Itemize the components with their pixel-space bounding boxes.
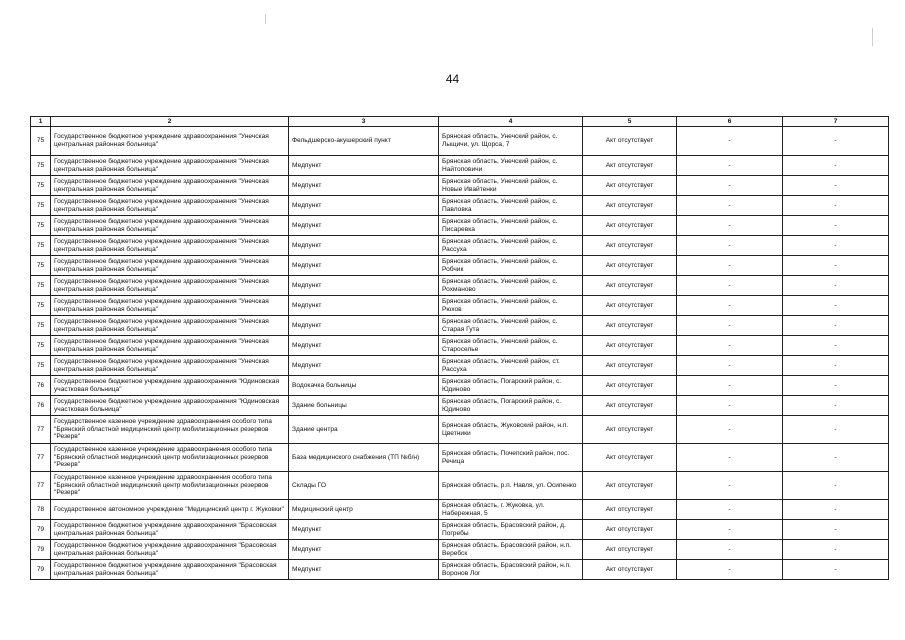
organization-name: Государственное казенное учреждение здравоохранения особого типа "Брянский областной медицинский центр мобилизационных резервов "Резерв": [51, 416, 289, 444]
column-7-value: -: [783, 216, 889, 236]
column-6-value: -: [677, 316, 783, 336]
row-number: 77: [31, 416, 51, 444]
organization-name: Государственное бюджетное учреждение здравоохранения "Брасовская центральная районная больница": [51, 560, 289, 580]
column-7-value: -: [783, 176, 889, 196]
table-row: [31, 276, 889, 296]
row-number: 75: [31, 276, 51, 296]
column-6-value: -: [677, 296, 783, 316]
column-7-value: -: [783, 296, 889, 316]
table-row: [31, 256, 889, 276]
object-name: Склады ГО: [289, 472, 439, 500]
table-row: [31, 560, 889, 580]
column-7-value: -: [783, 520, 889, 540]
organization-name: Государственное бюджетное учреждение здравоохранения "Брасовская центральная районная больница": [51, 520, 289, 540]
column-7-value: -: [783, 356, 889, 376]
table-row: [31, 356, 889, 376]
organization-name: Государственное бюджетное учреждение здравоохранения "Унечская центральная районная больница": [51, 356, 289, 376]
object-name: Медпункт: [289, 520, 439, 540]
table-row: [31, 236, 889, 256]
column-6-value: -: [677, 356, 783, 376]
column-6-value: -: [677, 540, 783, 560]
act-status: Акт отсутствует: [583, 196, 677, 216]
act-status: Акт отсутствует: [583, 127, 677, 156]
page-number: 44: [445, 72, 460, 86]
column-header: 5: [583, 117, 677, 127]
column-7-value: -: [783, 540, 889, 560]
object-address: Брянская область, Брасовский район, н.п. Воронов Лог: [439, 560, 583, 580]
column-header: 4: [439, 117, 583, 127]
column-header: 3: [289, 117, 439, 127]
act-status: Акт отсутствует: [583, 356, 677, 376]
object-name: Водокачка больницы: [289, 376, 439, 396]
act-status: Акт отсутствует: [583, 236, 677, 256]
organization-name: Государственное автономное учреждение "Медицинский центр г. Жуковки": [51, 500, 289, 520]
row-number: 76: [31, 376, 51, 396]
object-address: Брянская область, Унечский район, с. Найтоповичи: [439, 156, 583, 176]
column-7-value: -: [783, 156, 889, 176]
organization-name: Государственное казенное учреждение здравоохранения особого типа "Брянский областной медицинский центр мобилизационных резервов "Резерв": [51, 444, 289, 472]
object-name: Медпункт: [289, 236, 439, 256]
column-7-value: -: [783, 316, 889, 336]
column-7-value: -: [783, 500, 889, 520]
row-number: 75: [31, 236, 51, 256]
object-name: Медицинский центр: [289, 500, 439, 520]
scan-artifact: [872, 28, 873, 46]
object-address: Брянская область, Унечский район, с. Писаревка: [439, 216, 583, 236]
table-row: [31, 444, 889, 472]
table-row: [31, 196, 889, 216]
act-status: Акт отсутствует: [583, 472, 677, 500]
column-7-value: -: [783, 127, 889, 156]
table-row: [31, 540, 889, 560]
act-status: Акт отсутствует: [583, 276, 677, 296]
table-row: [31, 336, 889, 356]
table-row: [31, 520, 889, 540]
object-address: Брянская область, Унечский район, с. Робчик: [439, 256, 583, 276]
row-number: 79: [31, 520, 51, 540]
object-address: Брянская область, Брасовский район, н.п. Веребск: [439, 540, 583, 560]
object-address: Брянская область, Унечский район, с. Рюхов: [439, 296, 583, 316]
column-6-value: -: [677, 156, 783, 176]
act-status: Акт отсутствует: [583, 396, 677, 416]
object-address: Брянская область, Унечский район, с. Лыщичи, ул. Щорса, 7: [439, 127, 583, 156]
object-name: Медпункт: [289, 216, 439, 236]
row-number: 78: [31, 500, 51, 520]
organization-name: Государственное бюджетное учреждение здравоохранения "Унечская центральная районная больница": [51, 316, 289, 336]
column-6-value: -: [677, 520, 783, 540]
object-name: Фельдшерско-акушерский пункт: [289, 127, 439, 156]
act-status: Акт отсутствует: [583, 216, 677, 236]
column-7-value: -: [783, 196, 889, 216]
column-6-value: -: [677, 336, 783, 356]
organization-name: Государственное бюджетное учреждение здравоохранения "Унечская центральная районная больница": [51, 127, 289, 156]
object-name: Здание больницы: [289, 396, 439, 416]
act-status: Акт отсутствует: [583, 156, 677, 176]
column-6-value: -: [677, 444, 783, 472]
column-6-value: -: [677, 396, 783, 416]
object-address: Брянская область, Унечский район, с. Рохманово: [439, 276, 583, 296]
column-6-value: -: [677, 176, 783, 196]
row-number: 75: [31, 316, 51, 336]
act-status: Акт отсутствует: [583, 376, 677, 396]
column-7-value: -: [783, 336, 889, 356]
organization-name: Государственное бюджетное учреждение здравоохранения "Унечская центральная районная больница": [51, 236, 289, 256]
object-name: Медпункт: [289, 316, 439, 336]
column-7-value: -: [783, 376, 889, 396]
row-number: 77: [31, 444, 51, 472]
row-number: 76: [31, 396, 51, 416]
row-number: 79: [31, 560, 51, 580]
column-7-value: -: [783, 396, 889, 416]
object-name: База медицинского снабжения (ТП №б/н): [289, 444, 439, 472]
table-row: [31, 176, 889, 196]
column-7-value: -: [783, 256, 889, 276]
scan-artifact: [265, 14, 266, 24]
table-row: [31, 472, 889, 500]
organization-name: Государственное бюджетное учреждение здравоохранения "Брасовская центральная районная больница": [51, 540, 289, 560]
row-number: 75: [31, 256, 51, 276]
act-status: Акт отсутствует: [583, 176, 677, 196]
column-7-value: -: [783, 472, 889, 500]
act-status: Акт отсутствует: [583, 296, 677, 316]
row-number: 77: [31, 472, 51, 500]
object-name: Медпункт: [289, 176, 439, 196]
table-row: [31, 396, 889, 416]
column-7-value: -: [783, 236, 889, 256]
organization-name: Государственное бюджетное учреждение здравоохранения "Унечская центральная районная больница": [51, 216, 289, 236]
table-row: [31, 216, 889, 236]
object-address: Брянская область, Погарский район, с. Юдиново: [439, 376, 583, 396]
row-number: 75: [31, 196, 51, 216]
organization-name: Государственное казенное учреждение здравоохранения особого типа "Брянский областной медицинский центр мобилизационных резервов "Резерв": [51, 472, 289, 500]
column-7-value: -: [783, 444, 889, 472]
object-name: Медпункт: [289, 560, 439, 580]
row-number: 75: [31, 176, 51, 196]
row-number: 75: [31, 127, 51, 156]
column-header: 1: [31, 117, 51, 127]
register-table: [30, 116, 889, 580]
table-body: [31, 127, 889, 580]
table-row: [31, 156, 889, 176]
act-status: Акт отсутствует: [583, 500, 677, 520]
organization-name: Государственное бюджетное учреждение здравоохранения "Унечская центральная районная больница": [51, 336, 289, 356]
column-6-value: -: [677, 196, 783, 216]
object-address: Брянская область, Почепский район, пос. Речица: [439, 444, 583, 472]
table-row: [31, 296, 889, 316]
organization-name: Государственное бюджетное учреждение здравоохранения "Унечская центральная районная больница": [51, 176, 289, 196]
table-row: [31, 500, 889, 520]
column-6-value: -: [677, 500, 783, 520]
object-address: Брянская область, г. Жуковка, ул. Набережная, 5: [439, 500, 583, 520]
object-address: Брянская область, Унечский район, с. Старая Гута: [439, 316, 583, 336]
act-status: Акт отсутствует: [583, 336, 677, 356]
object-address: Брянская область, Брасовский район, д. Погребы: [439, 520, 583, 540]
object-name: Медпункт: [289, 276, 439, 296]
column-7-value: -: [783, 416, 889, 444]
organization-name: Государственное бюджетное учреждение здравоохранения "Унечская центральная районная больница": [51, 276, 289, 296]
act-status: Акт отсутствует: [583, 540, 677, 560]
column-6-value: -: [677, 560, 783, 580]
object-name: Медпункт: [289, 336, 439, 356]
act-status: Акт отсутствует: [583, 560, 677, 580]
act-status: Акт отсутствует: [583, 256, 677, 276]
column-6-value: -: [677, 276, 783, 296]
object-name: Медпункт: [289, 256, 439, 276]
row-number: 75: [31, 156, 51, 176]
column-6-value: -: [677, 376, 783, 396]
column-7-value: -: [783, 276, 889, 296]
column-6-value: -: [677, 472, 783, 500]
header-row: [31, 117, 889, 127]
act-status: Акт отсутствует: [583, 444, 677, 472]
object-address: Брянская область, Унечский район, ст. Рассуха: [439, 356, 583, 376]
object-name: Здание центра: [289, 416, 439, 444]
object-name: Медпункт: [289, 196, 439, 216]
row-number: 75: [31, 296, 51, 316]
organization-name: Государственное бюджетное учреждение здравоохранения "Юдиновская участковая больница": [51, 376, 289, 396]
object-address: Брянская область, р.п. Навля, ул. Осипенко: [439, 472, 583, 500]
organization-name: Государственное бюджетное учреждение здравоохранения "Унечская центральная районная больница": [51, 256, 289, 276]
column-6-value: -: [677, 127, 783, 156]
act-status: Акт отсутствует: [583, 520, 677, 540]
object-address: Брянская область, Унечский район, с. Рассуха: [439, 236, 583, 256]
organization-name: Государственное бюджетное учреждение здравоохранения "Унечская центральная районная больница": [51, 196, 289, 216]
column-6-value: -: [677, 256, 783, 276]
table-row: [31, 127, 889, 156]
column-6-value: -: [677, 236, 783, 256]
object-address: Брянская область, Унечский район, с. Старосельe: [439, 336, 583, 356]
object-name: Медпункт: [289, 156, 439, 176]
row-number: 79: [31, 540, 51, 560]
organization-name: Государственное бюджетное учреждение здравоохранения "Юдиновская участковая больница": [51, 396, 289, 416]
organization-name: Государственное бюджетное учреждение здравоохранения "Унечская центральная районная больница": [51, 296, 289, 316]
column-7-value: -: [783, 560, 889, 580]
row-number: 75: [31, 216, 51, 236]
object-name: Медпункт: [289, 296, 439, 316]
column-6-value: -: [677, 416, 783, 444]
column-header: 6: [677, 117, 783, 127]
object-address: Брянская область, Унечский район, с. Павловка: [439, 196, 583, 216]
object-name: Медпункт: [289, 540, 439, 560]
table-row: [31, 376, 889, 396]
act-status: Акт отсутствует: [583, 416, 677, 444]
row-number: 75: [31, 356, 51, 376]
column-6-value: -: [677, 216, 783, 236]
table-row: [31, 416, 889, 444]
object-address: Брянская область, Унечский район, с. Новые Ивайтенки: [439, 176, 583, 196]
row-number: 75: [31, 336, 51, 356]
column-header: 2: [51, 117, 289, 127]
table-row: [31, 316, 889, 336]
object-name: Медпункт: [289, 356, 439, 376]
organization-name: Государственное бюджетное учреждение здравоохранения "Унечская центральная районная больница": [51, 156, 289, 176]
object-address: Брянская область, Жуковский район, н.п. Цветники: [439, 416, 583, 444]
act-status: Акт отсутствует: [583, 316, 677, 336]
object-address: Брянская область, Погарский район, с. Юдиново: [439, 396, 583, 416]
column-header: 7: [783, 117, 889, 127]
